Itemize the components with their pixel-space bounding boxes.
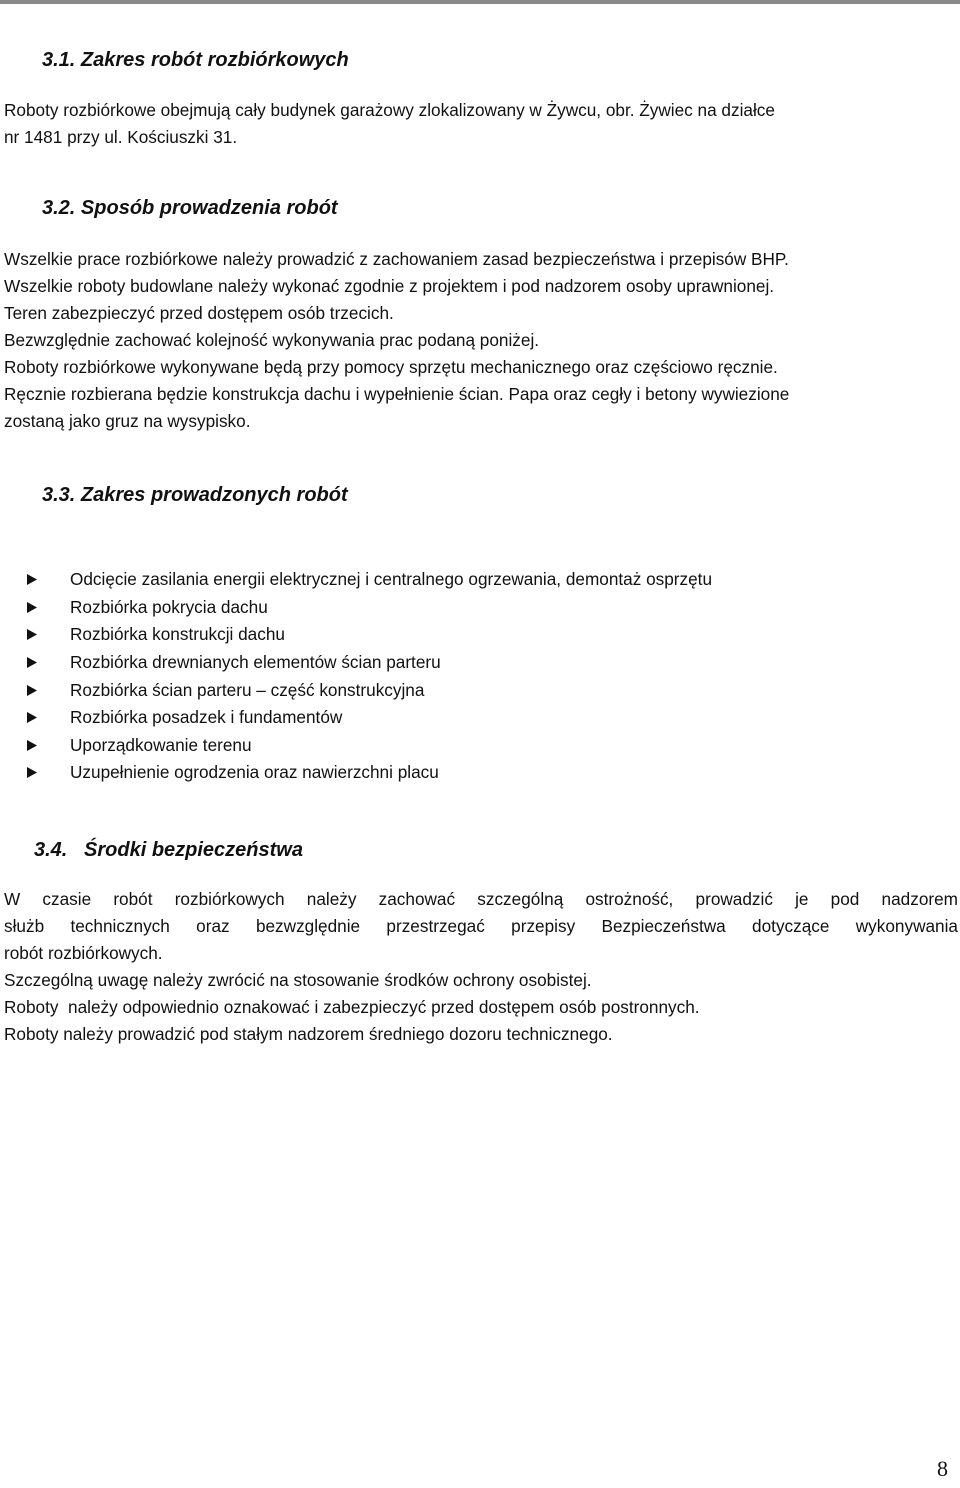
paragraph-line: służb technicznych oraz bezwzględnie przestrzegać przepisy Bezpieczeństwa dotyczące wykonywania: [4, 916, 958, 936]
section-heading-3-1: 3.1. Zakres robót rozbiórkowych: [42, 49, 349, 71]
paragraph-line: Roboty rozbiórkowe wykonywane będą przy pomocy sprzętu mechanicznego oraz częściowo ręcznie.: [4, 357, 778, 377]
paragraph-line: Bezwzględnie zachować kolejność wykonywania prac podaną poniżej.: [4, 330, 540, 350]
square-bullet-icon: [26, 739, 38, 752]
paragraph-line: Roboty należy prowadzić pod stałym nadzorem średniego dozoru technicznego.: [4, 1024, 613, 1044]
paragraph-line: Ręcznie rozbierana będzie konstrukcja dachu i wypełnienie ścian. Papa oraz cegły i betony wywiezione: [4, 384, 790, 404]
list-item: Odcięcie zasilania energii elektrycznej i centralnego ogrzewania, demontaż osprzętu: [26, 566, 712, 594]
square-bullet-icon: [26, 573, 38, 586]
paragraph-line: nr 1481 przy ul. Kościuszki 31.: [4, 127, 238, 147]
section-heading-3-4: 3.4. Środki bezpieczeństwa: [34, 839, 303, 861]
paragraph-line: robót rozbiórkowych.: [4, 943, 163, 963]
paragraph-line: zostaną jako gruz na wysypisko.: [4, 411, 251, 431]
square-bullet-icon: [26, 656, 38, 669]
section-3-1-body: [4, 97, 775, 151]
page-top-rule: [0, 0, 960, 4]
section-heading-3-2: 3.2. Sposób prowadzenia robót: [42, 197, 338, 219]
square-bullet-icon: [26, 766, 38, 779]
section-3-4-body: [4, 886, 958, 1048]
section-3-2-body: [4, 246, 789, 435]
page-number: 8: [937, 1456, 948, 1481]
paragraph-line: Teren zabezpieczyć przed dostępem osób trzecich.: [4, 303, 394, 323]
task-list: [26, 566, 712, 787]
square-bullet-icon: [26, 601, 38, 614]
section-heading-3-3: 3.3. Zakres prowadzonych robót: [42, 484, 348, 506]
paragraph-line: Wszelkie prace rozbiórkowe należy prowadzić z zachowaniem zasad bezpieczeństwa i przepisów BHP.: [4, 249, 789, 269]
paragraph-line: Roboty rozbiórkowe obejmują cały budynek garażowy zlokalizowany w Żywcu, obr. Żywiec na działce: [4, 100, 775, 120]
list-item: Rozbiórka posadzek i fundamentów: [26, 704, 712, 732]
square-bullet-icon: [26, 711, 38, 724]
paragraph-line: Szczególną uwagę należy zwrócić na stosowanie środków ochrony osobistej.: [4, 970, 592, 990]
paragraph-line: Roboty należy odpowiednio oznakować i zabezpieczyć przed dostępem osób postronnych.: [4, 997, 700, 1017]
list-item: Rozbiórka konstrukcji dachu: [26, 621, 712, 649]
square-bullet-icon: [26, 628, 38, 641]
list-item: Rozbiórka ścian parteru – część konstrukcyjna: [26, 676, 712, 704]
list-item: Rozbiórka drewnianych elementów ścian parteru: [26, 649, 712, 677]
paragraph-line: Wszelkie roboty budowlane należy wykonać zgodnie z projektem i pod nadzorem osoby uprawnionej.: [4, 276, 775, 296]
square-bullet-icon: [26, 684, 38, 697]
paragraph-line: W czasie robót rozbiórkowych należy zachować szczególną ostrożność, prowadzić je pod nadzorem: [4, 889, 958, 909]
list-item: Rozbiórka pokrycia dachu: [26, 594, 712, 622]
list-item: Uporządkowanie terenu: [26, 732, 712, 760]
list-item: Uzupełnienie ogrodzenia oraz nawierzchni placu: [26, 759, 712, 787]
